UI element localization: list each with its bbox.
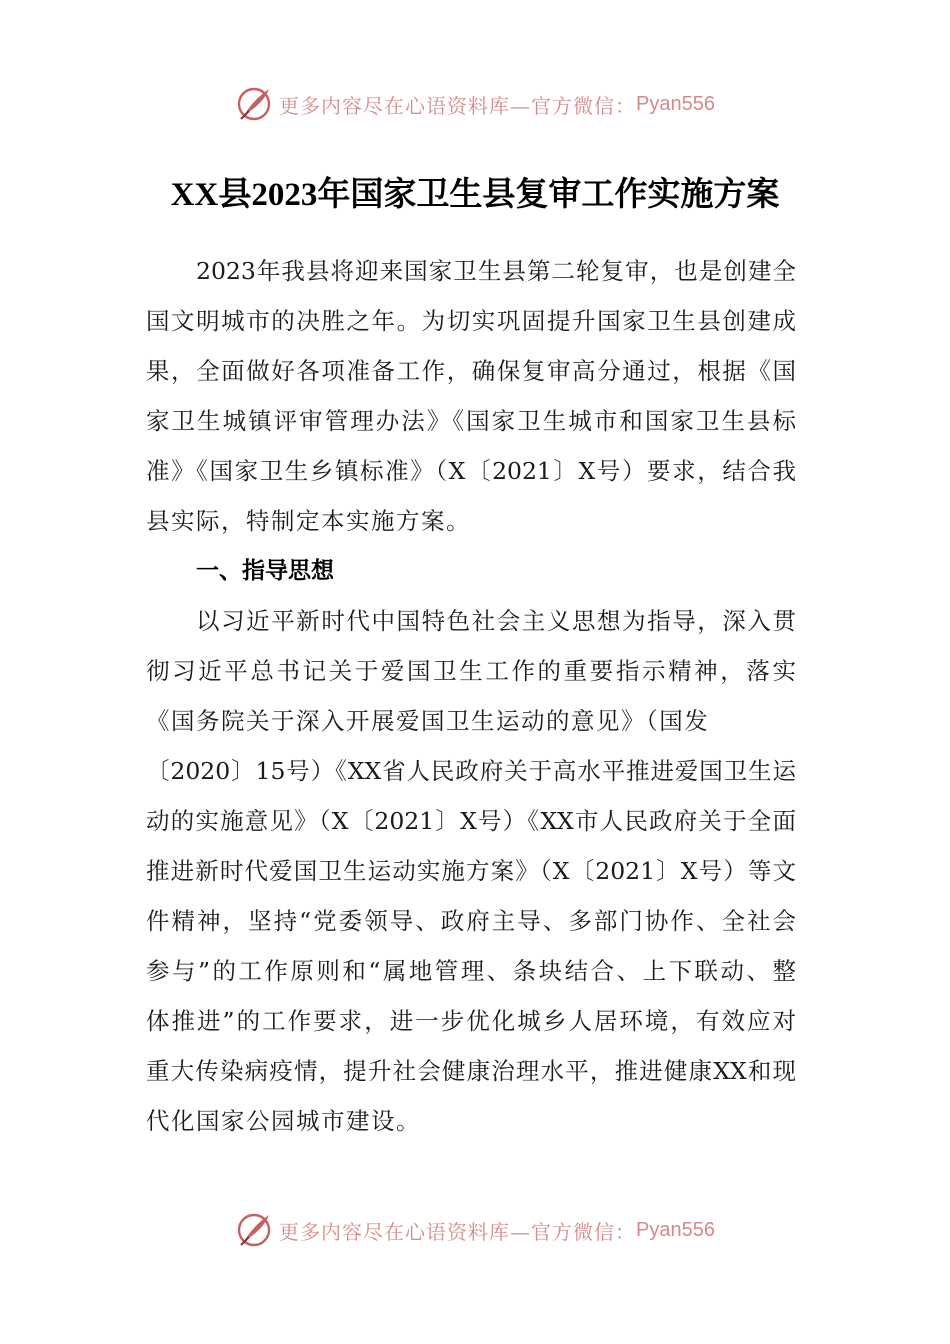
paragraph-line: 彻习近平总书记关于爱国卫生工作的重要指示精神，落实 bbox=[146, 657, 796, 685]
watermark-text: 更多内容尽在心语资料库—官方微信： bbox=[279, 1219, 637, 1244]
paragraph-line: 〔2020〕15号）《XX省人民政府关于高水平推进爱国卫生运 bbox=[146, 757, 796, 785]
paragraph-line: 国文明城市的决胜之年。为切实巩固提升国家卫生县创建成 bbox=[146, 307, 796, 335]
paragraph-line: 重大传染病疫情，提升社会健康治理水平，推进健康XX和现 bbox=[146, 1057, 796, 1085]
paragraph-line: 参与”的工作原则和“属地管理、条块结合、上下联动、整 bbox=[146, 957, 796, 985]
watermark-wechat-id: Pyan556 bbox=[636, 1218, 715, 1241]
paragraph-line: 果，全面做好各项准备工作，确保复审高分通过，根据《国 bbox=[146, 357, 796, 385]
watermark-wechat-id: Pyan556 bbox=[636, 92, 715, 115]
footer-watermark bbox=[0, 1206, 950, 1254]
document-body bbox=[146, 246, 806, 1146]
paragraph-line: 《国务院关于深入开展爱国卫生运动的意见》（国发 bbox=[146, 707, 710, 735]
paragraph-line: 家卫生城镇评审管理办法》《国家卫生城市和国家卫生县标 bbox=[146, 407, 796, 435]
document-title: XX县2023年国家卫生县复审工作实施方案 bbox=[170, 177, 780, 213]
paragraph-line: 推进新时代爱国卫生运动实施方案》（X〔2021〕X号）等文 bbox=[146, 857, 796, 885]
paragraph-line: 动的实施意见》（X〔2021〕X号）《XX市人民政府关于全面 bbox=[146, 807, 796, 835]
watermark-text: 更多内容尽在心语资料库—官方微信： bbox=[279, 93, 637, 118]
section-heading: 一、指导思想 bbox=[196, 558, 334, 584]
paragraph-line: 县实际，特制定本实施方案。 bbox=[146, 507, 471, 535]
quill-logo-icon bbox=[235, 85, 273, 123]
paragraph-line: 2023年我县将迎来国家卫生县第二轮复审，也是创建全 bbox=[196, 257, 796, 285]
paragraph-line: 准》《国家卫生乡镇标准》（X〔2021〕X号）要求，结合我 bbox=[146, 457, 796, 485]
paragraph-line: 件精神，坚持“党委领导、政府主导、多部门协作、全社会 bbox=[146, 907, 796, 935]
header-watermark bbox=[0, 80, 950, 128]
paragraph-line: 以习近平新时代中国特色社会主义思想为指导，深入贯 bbox=[196, 607, 796, 635]
paragraph-line: 代化国家公园城市建设。 bbox=[146, 1107, 421, 1135]
paragraph-line: 体推进”的工作要求，进一步优化城乡人居环境，有效应对 bbox=[146, 1007, 796, 1035]
quill-logo-icon bbox=[235, 1211, 273, 1249]
